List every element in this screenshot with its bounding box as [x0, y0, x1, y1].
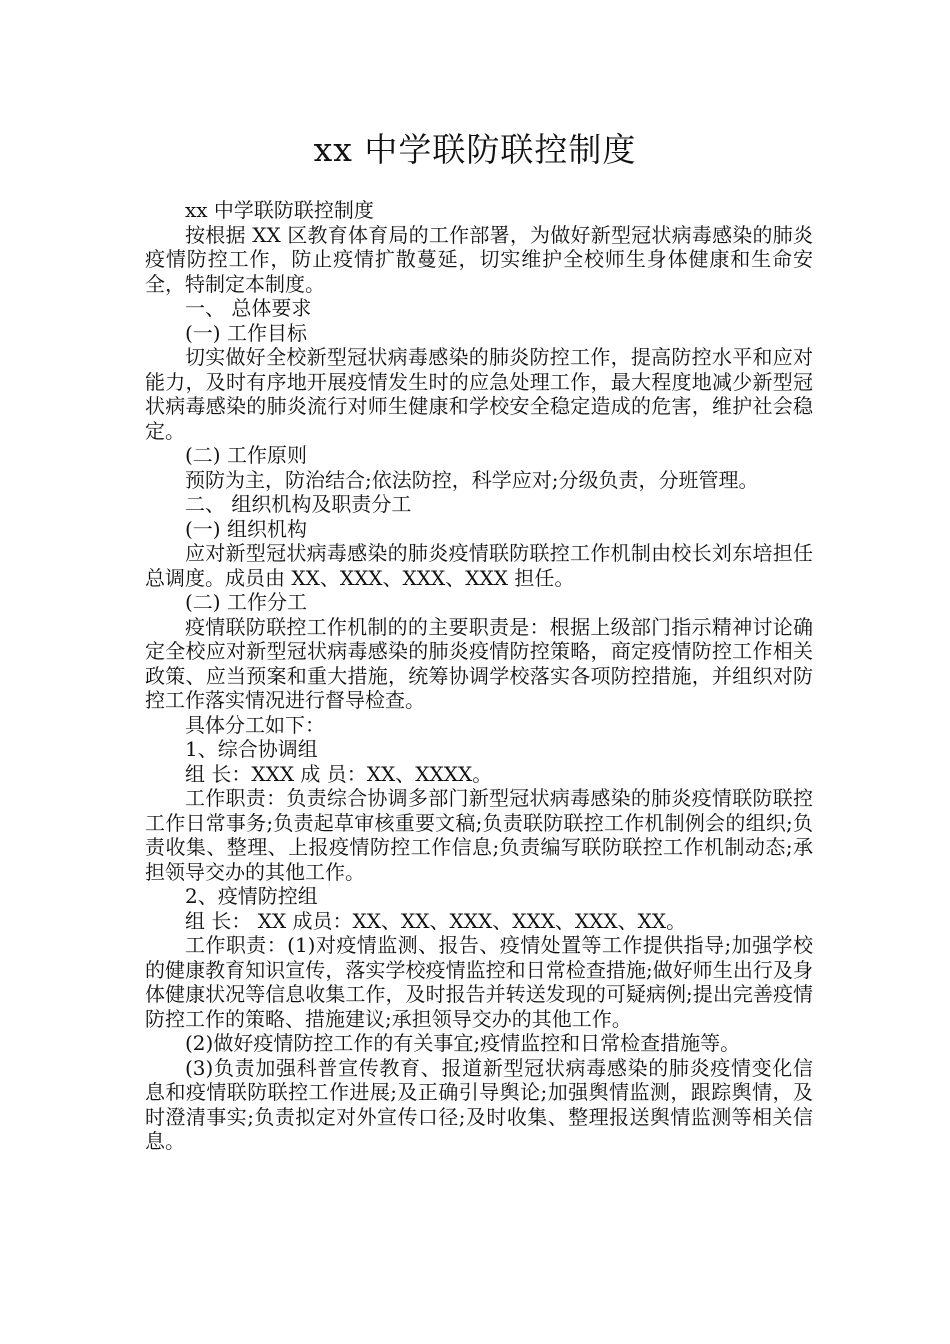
paragraph-division-intro: 具体分工如下：: [185, 712, 325, 737]
heading-org-structure: (一) 组织机构: [185, 516, 307, 541]
paragraph-coordination-members: 组 长：XXX 成 员：XX、XXXX。: [185, 761, 493, 786]
document-title: xx 中学联防联控制度: [313, 130, 637, 169]
heading-coordination-group: 1、综合协调组: [185, 737, 318, 761]
paragraph-main-duties: 疫情联防联控工作机制的的主要职责是：根据上级部门指示精神讨论确定全校应对新型冠状病毒感染的肺炎疫情防控策略，商定疫情防控工作相关政策、应当预案和重大措施，统筹协调学校落实各项防控措施，并组织对防控工作落实情况进行督导检查。: [145, 614, 813, 712]
paragraph-org-structure: 应对新型冠状病毒感染的肺炎疫情联防联控工作机制由校长刘东培担任总调度。成员由 XX、XXX、XXX、XXX 担任。: [145, 541, 813, 590]
document-body: [145, 198, 813, 1154]
paragraph-subtitle: xx 中学联防联控制度: [185, 198, 374, 222]
heading-general-requirements: 一、 总体要求: [185, 296, 312, 320]
heading-organization: 二、 组织机构及职责分工: [185, 492, 412, 516]
paragraph-prevention-duties-3: (3)负责加强科普宣传教育、报道新型冠状病毒感染的肺炎疫情变化信息和疫情联防联控工作进展;及正确引导舆论;加强舆情监测，跟踪舆情，及时澄清事实;负责拟定对外宣传口径;及时收集、整理报送舆情监测等相关信息。: [145, 1055, 813, 1153]
paragraph-prevention-duties-2: (2)做好疫情防控工作的有关事宜;疫情监控和日常检查措施等。: [185, 1031, 741, 1055]
paragraph-prevention-members: 组 长： XX 成员：XX、XX、XXX、XXX、XXX、XX。: [185, 908, 687, 933]
heading-prevention-group: 2、疫情防控组: [185, 884, 318, 908]
paragraph-work-principle: 预防为主，防治结合;依法防控，科学应对;分级负责，分班管理。: [185, 467, 759, 492]
heading-work-principle: (二) 工作原则: [185, 443, 307, 467]
paragraph-work-goal: 切实做好全校新型冠状病毒感染的肺炎防控工作，提高防控水平和应对能力，及时有序地开展疫情发生时的应急处理工作，最大程度地减少新型冠状病毒感染的肺炎流行对师生健康和学校安全稳定造成的危害，维护社会稳定。: [145, 345, 813, 443]
paragraph-prevention-duties-1: 工作职责：(1)对疫情监测、报告、疫情处置等工作提供指导;加强学校的健康教育知识宣传，落实学校疫情监控和日常检查措施;做好师生出行及身体健康状况等信息收集工作，及时报告并转送发现的可疑病例;提出完善疫情防控工作的策略、措施建议;承担领导交办的其他工作。: [145, 933, 813, 1031]
heading-work-division: (二) 工作分工: [185, 590, 307, 614]
heading-work-goal: (一) 工作目标: [185, 320, 307, 345]
paragraph-intro: 按根据 XX 区教育体育局的工作部署，为做好新型冠状病毒感染的肺炎疫情防控工作，防止疫情扩散蔓延，切实维护全校师生身体健康和生命安全，特制定本制度。: [145, 222, 813, 296]
paragraph-coordination-duties: 工作职责：负责综合协调多部门新型冠状病毒感染的肺炎疫情联防联控工作日常事务;负责起草审核重要文稿;负责联防联控工作机制例会的组织;负责收集、整理、上报疫情防控工作信息;负责编写联防联控工作机制动态;承担领导交办的其他工作。: [145, 786, 813, 884]
